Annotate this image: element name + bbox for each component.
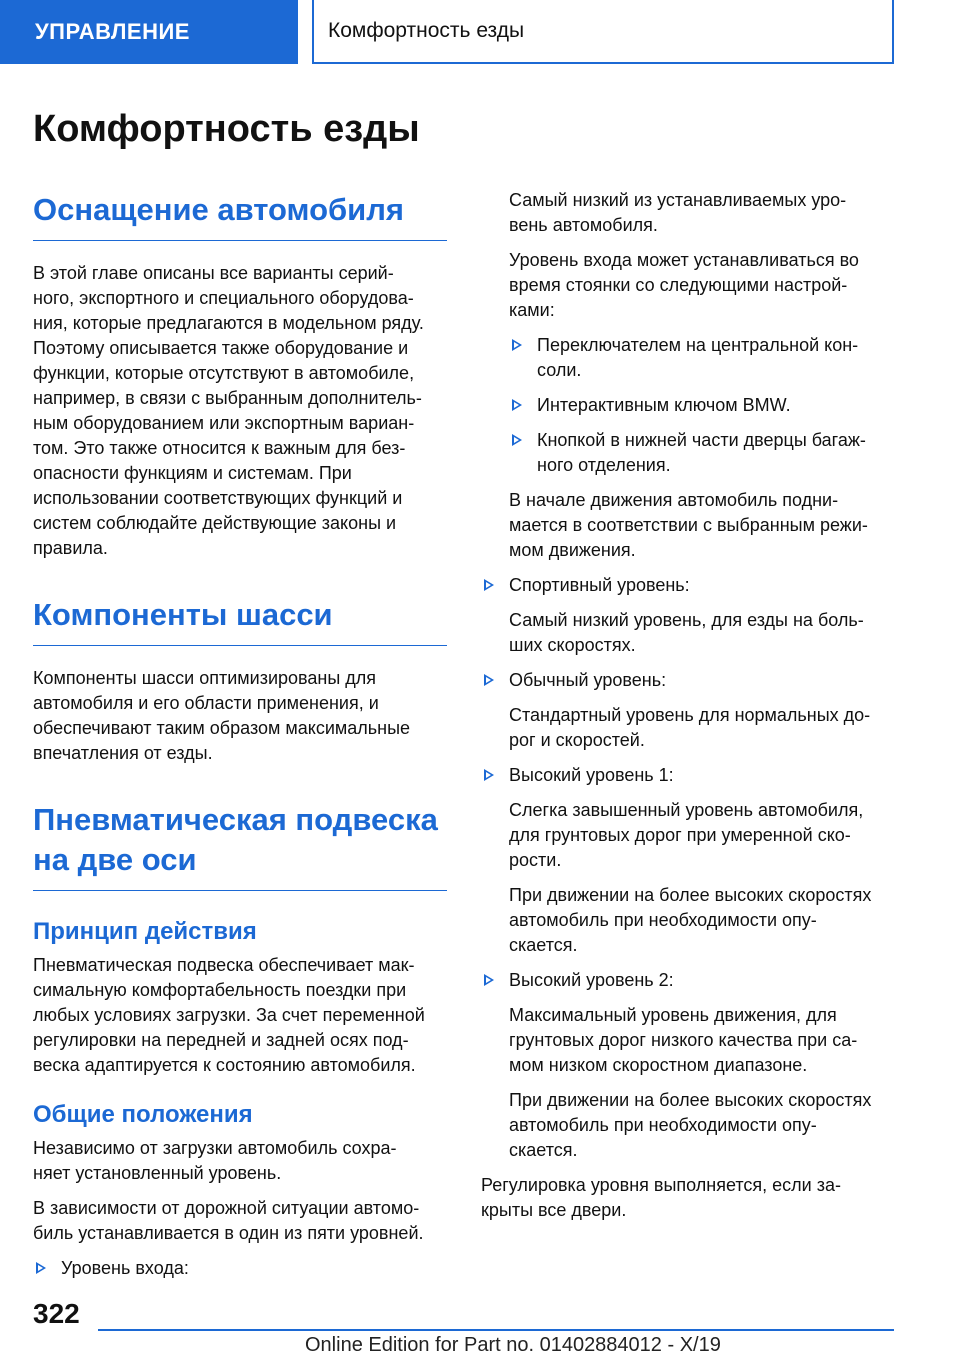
paragraph-high1-desc: Слегка завышенный уровень автомобиля, для грунтовых дорог при умеренной ско- рости. [509, 800, 864, 870]
section-tab[interactable] [0, 0, 298, 64]
list-item-bmw-key: Интерактивным ключом BMW. [509, 393, 895, 418]
right-column [481, 188, 895, 1233]
paragraph-entry-settings: Уровень входа может устанавливаться во время стоянки со следующими настрой- ками: [509, 250, 859, 320]
footer-divider [98, 1329, 894, 1331]
paragraph-high2-desc: Максимальный уровень движения, для грунтовых дорог низкого качества при са- мом низком скоростном диапазоне. [509, 1005, 858, 1075]
section-tab-label: УПРАВЛЕНИЕ [35, 19, 190, 44]
paragraph-chassis: Компоненты шасси оптимизированы для автомобиля и его области применения, и обеспечивают таким образом максимальные впечатления от езды. [33, 668, 411, 763]
bullet-triangle-icon [484, 769, 494, 781]
paragraph-general-1: Независимо от загрузки автомобиль сохра- няет установленный уровень. [33, 1138, 397, 1183]
page-title: Комфортность езды [33, 108, 420, 150]
header-chapter-title-text: Комфортность езды [328, 19, 525, 42]
subheading-principle: Принцип действия [33, 918, 257, 945]
paragraph-sport-desc: Самый низкий уровень, для езды на боль- ших скоростях. [509, 610, 864, 655]
bullet-triangle-icon [512, 339, 522, 351]
paragraph-start-driving: В начале движения автомобиль подни- мается в соответствии с выбранным режи- мом движения. [509, 490, 868, 560]
paragraph-high1-note: При движении на более высоких скоростях автомобиль при необходимости опу- скается. [509, 885, 872, 955]
paragraph-normal-desc: Стандартный уровень для нормальных до- рог и скоростей. [509, 705, 871, 750]
bullet-triangle-icon [36, 1262, 46, 1274]
paragraph-doors-closed: Регулировка уровня выполняется, если за- крыты все двери. [481, 1175, 841, 1220]
list-item-console-switch: Переключателем на центральной кон- соли. [509, 333, 895, 383]
footer-edition: Online Edition for Part no. 01402884012 - X/19 [305, 1334, 721, 1356]
header-chapter-title [312, 0, 894, 64]
list-item-entry-level: Уровень входа: [33, 1256, 447, 1281]
paragraph-principle: Пневматическая подвеска обеспечивает мак- симальную комфортабельность поездки при любых условиях загрузки. За счет переменной регулировки на передней и задней осях под- веска адаптируется к состоянию автомобиля. [33, 955, 425, 1075]
list-item-trunk-button: Кнопкой в нижней части дверцы багаж- ного отделения. [509, 428, 895, 478]
bullet-triangle-icon [484, 674, 494, 686]
list-item-high-level-2: Высокий уровень 2: [481, 968, 895, 993]
paragraph-entry-desc: Самый низкий из устанавливаемых уро- вень автомобиля. [509, 190, 847, 235]
paragraph-general-2: В зависимости от дорожной ситуации автомо- биль устанавливается в один из пяти уровней. [33, 1198, 424, 1243]
list-item-normal-level: Обычный уровень: [481, 668, 895, 693]
list-item-high-level-1: Высокий уровень 1: [481, 763, 895, 788]
bullet-triangle-icon [512, 399, 522, 411]
heading-chassis-components: Компоненты шасси [33, 595, 447, 646]
bullet-triangle-icon [512, 434, 522, 446]
subheading-general: Общие положения [33, 1101, 253, 1128]
left-column [33, 190, 447, 1291]
paragraph-equipment: В этой главе описаны все варианты серий- ного, экспортного и специального оборудова- ния, которые предлагаются в модельном ряду. Поэтому описывается также оборудование и функции, которые отсутствуют в автомобиле, например, в связи с выбранным дополнитель- ным оборудованием или экспортным вариан- том. Это также относится к важным для без- опасности функциям и системам. При использовании соответствующих функций и систем соблюдайте действующие законы и правила. [33, 263, 424, 558]
list-item-sport-level: Спортивный уровень: [481, 573, 895, 598]
heading-vehicle-equipment: Оснащение автомобиля [33, 190, 447, 241]
bullet-triangle-icon [484, 579, 494, 591]
heading-air-suspension: Пневматическая подвеска на две оси [33, 800, 447, 891]
bullet-triangle-icon [484, 974, 494, 986]
paragraph-high2-note: При движении на более высоких скоростях автомобиль при необходимости опу- скается. [509, 1090, 872, 1160]
page-number: 322 [33, 1298, 80, 1329]
